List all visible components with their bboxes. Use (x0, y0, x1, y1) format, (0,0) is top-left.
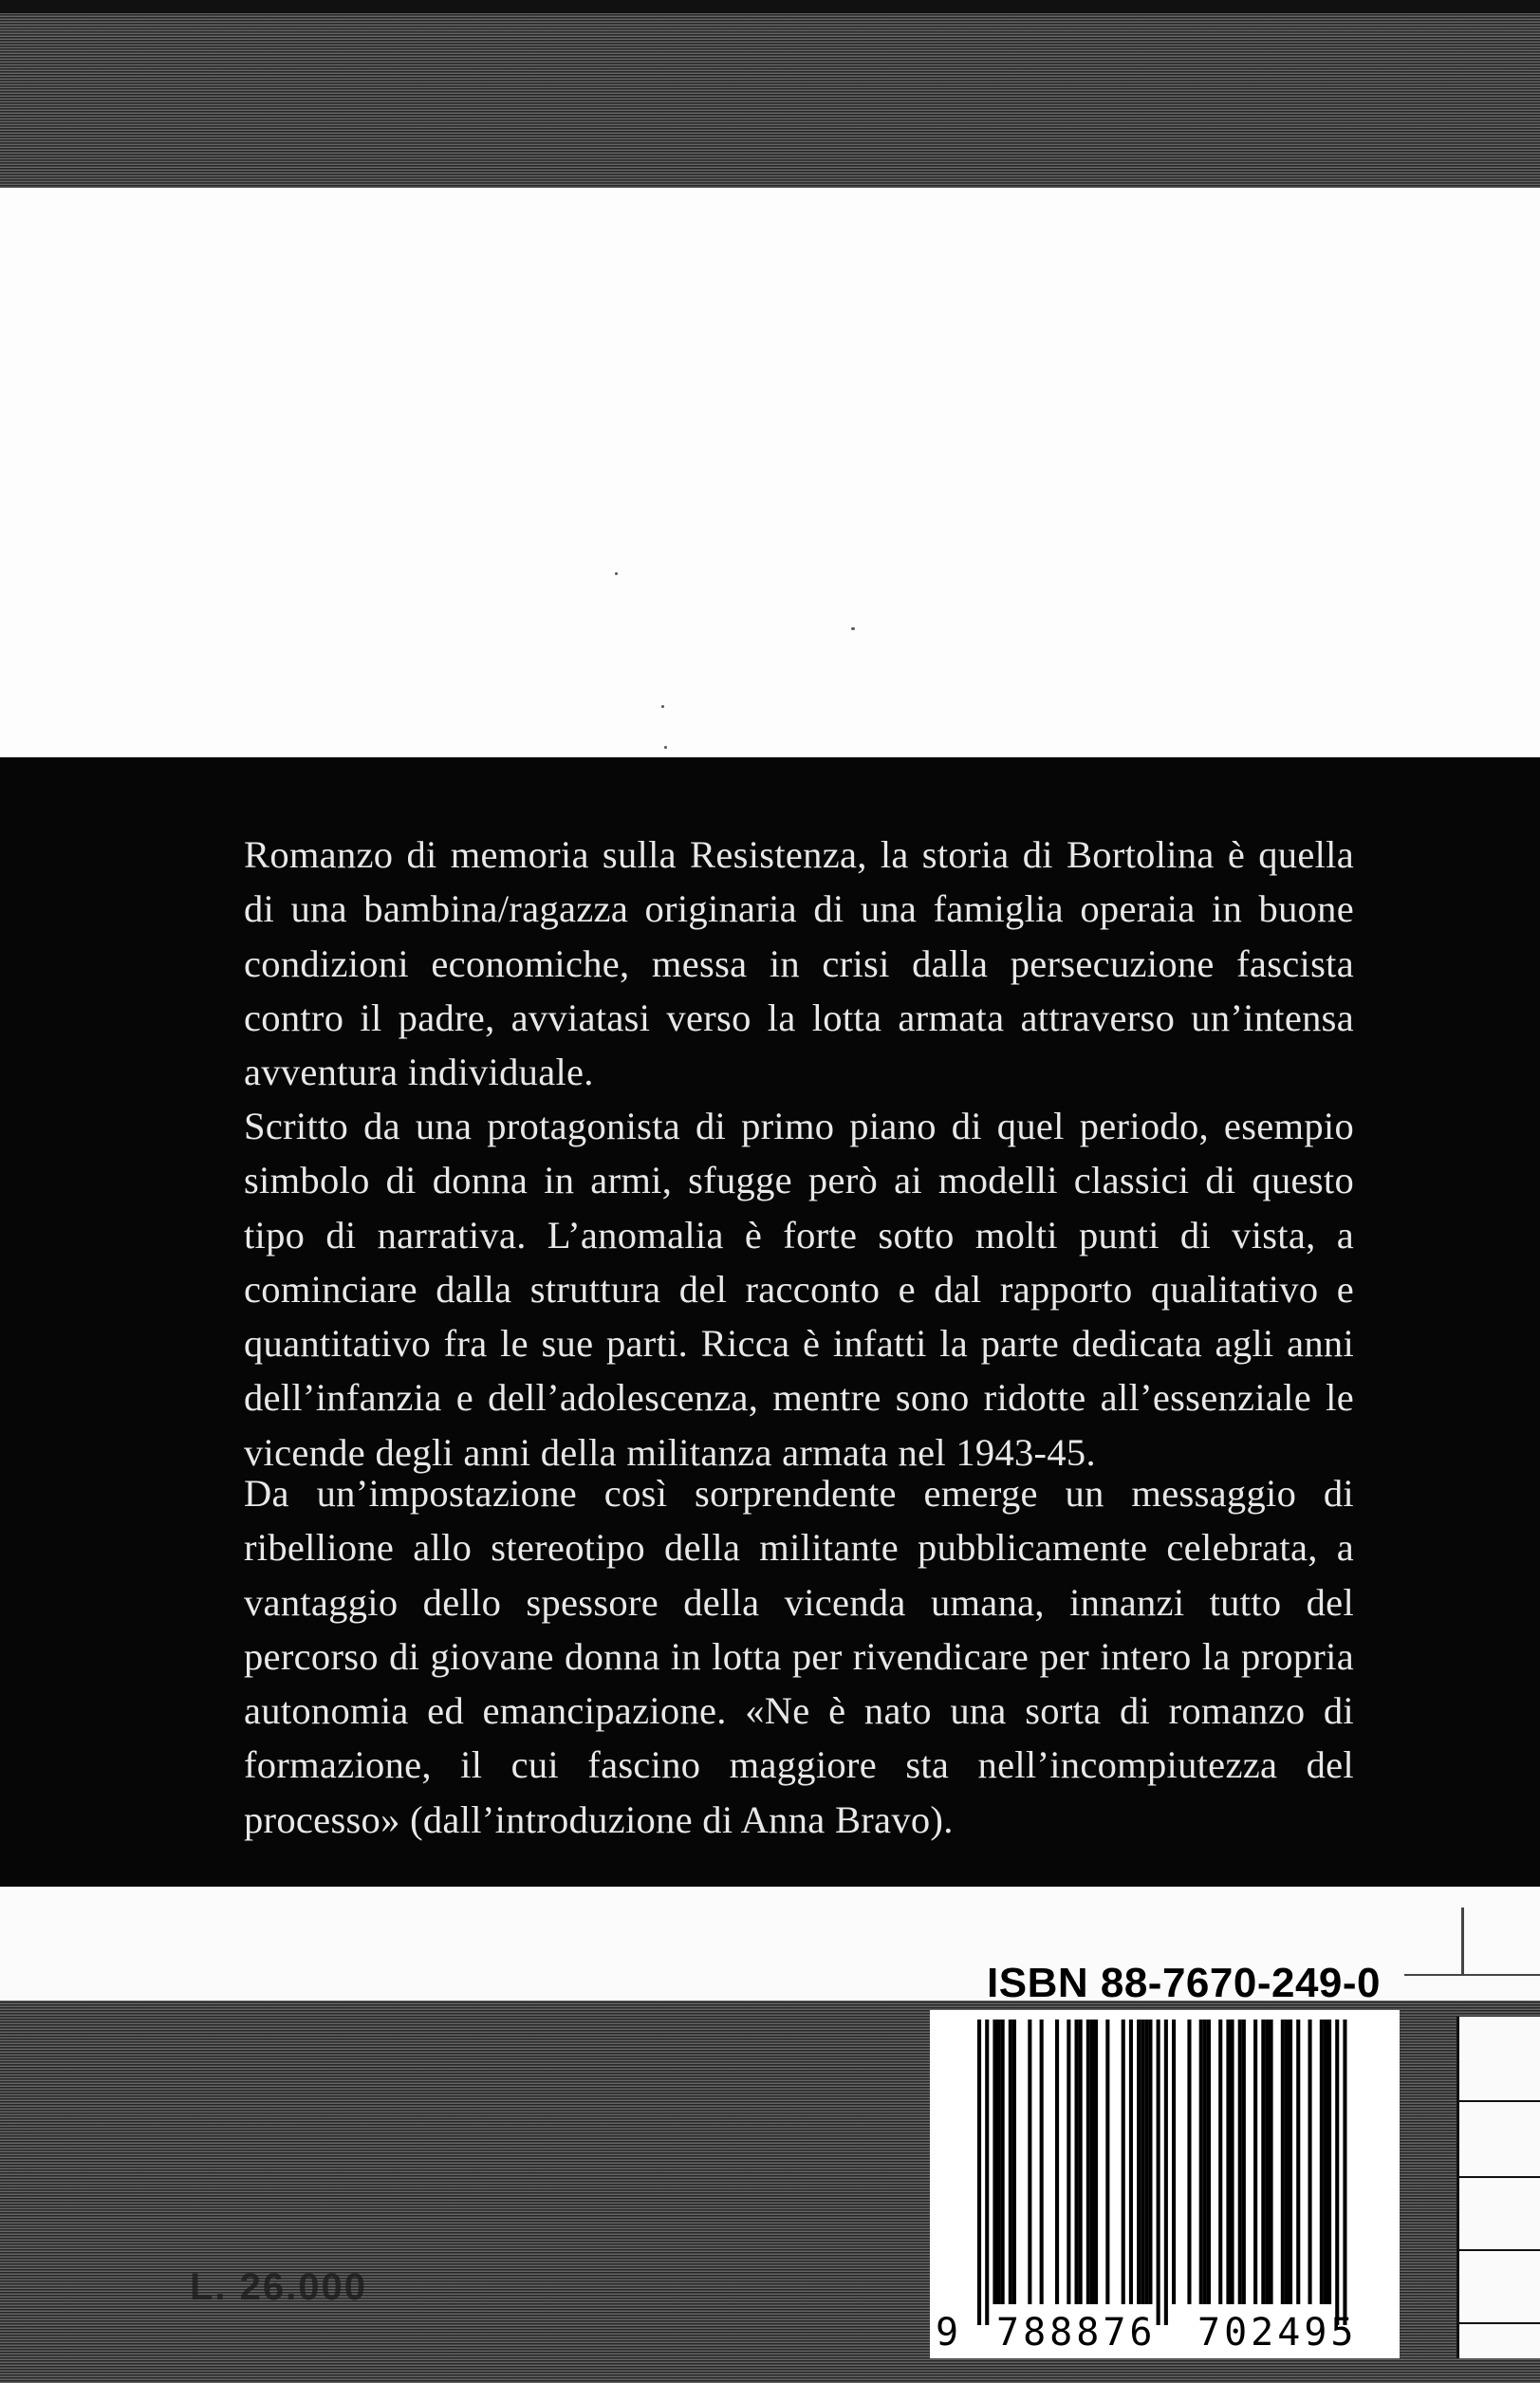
barcode-bar (1296, 2020, 1300, 2304)
barcode-bar (1086, 2020, 1090, 2304)
barcode-bar (1122, 2020, 1125, 2304)
barcode-bar (1009, 2020, 1012, 2304)
barcode-bar (1075, 2020, 1079, 2304)
barcode-bar (1141, 2020, 1144, 2304)
ean-left-digits: 788876 (996, 2311, 1157, 2355)
top-edge-strip (0, 0, 1540, 13)
barcode-bar (1226, 2020, 1230, 2304)
price-label: L. 26.000 (190, 2266, 368, 2308)
barcode-bar (1157, 2020, 1160, 2325)
white-panel (0, 188, 1540, 757)
top-halftone-band (0, 0, 1540, 188)
print-speck (664, 746, 667, 749)
barcode-bar (1055, 2020, 1059, 2304)
print-speck (661, 705, 664, 708)
barcode-bar (1148, 2020, 1152, 2304)
barcode-bar (1281, 2020, 1285, 2304)
barcode-bar (1164, 2020, 1168, 2325)
barcode-bar (1203, 2020, 1207, 2304)
barcode-bar (1207, 2020, 1211, 2304)
blurb-paragraph-3: Da un’impostazione così sorprendente emerge un messaggio di ribellione allo stereotipo della militante pubblicamente celebrata, a vantaggio dello spessore della vicenda umana, innanzi tutto del percorso di giovane donna in lotta per rivendicare per intero la propria autonomia ed emancipazione. «Ne è nato una sorta di romanzo di formazione, il cui fascino maggiore sta nell’incompiutezza del processo» (dall’introduzione di Anna Bravo). (244, 1472, 1354, 1841)
barcode-bar (1238, 2020, 1242, 2304)
print-speck (851, 627, 855, 630)
barcode-bars (930, 2010, 1400, 2358)
blurb-paragraph-2: Scritto da una protagonista di primo piano di quel periodo, esempio simbolo di donna in armi, sfugge però ai modelli classici di questo tipo di narrativa. L’anomalia è forte sotto molti punti di vista, a cominciare dalla struttura del racconto e dal rapporto qualitativo e quantitativo fra le sue parti. Ricca è infatti la parte dedicata agli anni dell’infanzia e dell’adolescenza, mentre sono ridotte all’essenziale le vicende degli anni della militanza armata nel 1943-45. (244, 1105, 1354, 1474)
barcode-bar (1218, 2020, 1222, 2304)
barcode-bar (1144, 2020, 1148, 2304)
barcode-bar (1187, 2020, 1191, 2304)
barcode-bar (977, 2020, 981, 2325)
barcode-bar (1265, 2020, 1269, 2304)
barcode-bar (1320, 2020, 1324, 2304)
barcode-bar (1040, 2020, 1044, 2304)
side-box-line (1459, 2249, 1540, 2251)
barcode-bar (1343, 2020, 1346, 2325)
barcode-bar (997, 2020, 1001, 2304)
ean-first-digit: 9 (936, 2311, 959, 2355)
barcode-bar (1137, 2020, 1141, 2304)
ean-right-digits: 702495 (1197, 2311, 1358, 2355)
barcode-bar (985, 2020, 989, 2325)
barcode-bar (1172, 2020, 1176, 2304)
barcode-bar (1308, 2020, 1312, 2304)
barcode-bar (1231, 2020, 1234, 2304)
barcode-bar (1012, 2020, 1016, 2304)
side-box-line (1459, 2176, 1540, 2178)
isbn-label: ISBN 88-7670-249-0 (987, 1960, 1382, 2006)
barcode-bar (1105, 2020, 1109, 2304)
print-speck (615, 572, 618, 575)
barcode-bar (1028, 2020, 1031, 2304)
side-price-box (1457, 2017, 1540, 2358)
barcode-bar (1327, 2020, 1331, 2304)
barcode-bar (1261, 2020, 1265, 2304)
crop-mark-vertical (1461, 1908, 1464, 1974)
barcode-bar (1001, 2020, 1005, 2304)
barcode-bar (1324, 2020, 1327, 2304)
barcode-bar (1285, 2020, 1289, 2304)
crop-mark-horizontal (1404, 1974, 1540, 1976)
barcode-bar (993, 2020, 996, 2304)
blurb-paragraph-1: Romanzo di memoria sulla Resistenza, la storia di Bortolina è quella di una bambina/ragazza originaria di una famiglia operaia in buone condizioni economiche, messa in crisi dalla persecuzione fascista contro il padre, avviatasi verso la lotta armata attraverso un’intensa avventura individuale. (244, 833, 1354, 1094)
barcode-bar (1289, 2020, 1292, 2304)
side-box-line (1459, 2322, 1540, 2324)
barcode-bar (1067, 2020, 1070, 2304)
barcode (930, 2010, 1400, 2358)
side-box-line (1459, 2100, 1540, 2102)
barcode-bar (1335, 2020, 1339, 2325)
barcode-bar (1079, 2020, 1083, 2304)
barcode-bar (1242, 2020, 1246, 2304)
barcode-bar (1094, 2020, 1098, 2304)
barcode-bar (1199, 2020, 1203, 2304)
barcode-bar (1090, 2020, 1094, 2304)
barcode-bar (1270, 2020, 1273, 2304)
barcode-bar (1129, 2020, 1133, 2304)
barcode-bar (1253, 2020, 1257, 2304)
